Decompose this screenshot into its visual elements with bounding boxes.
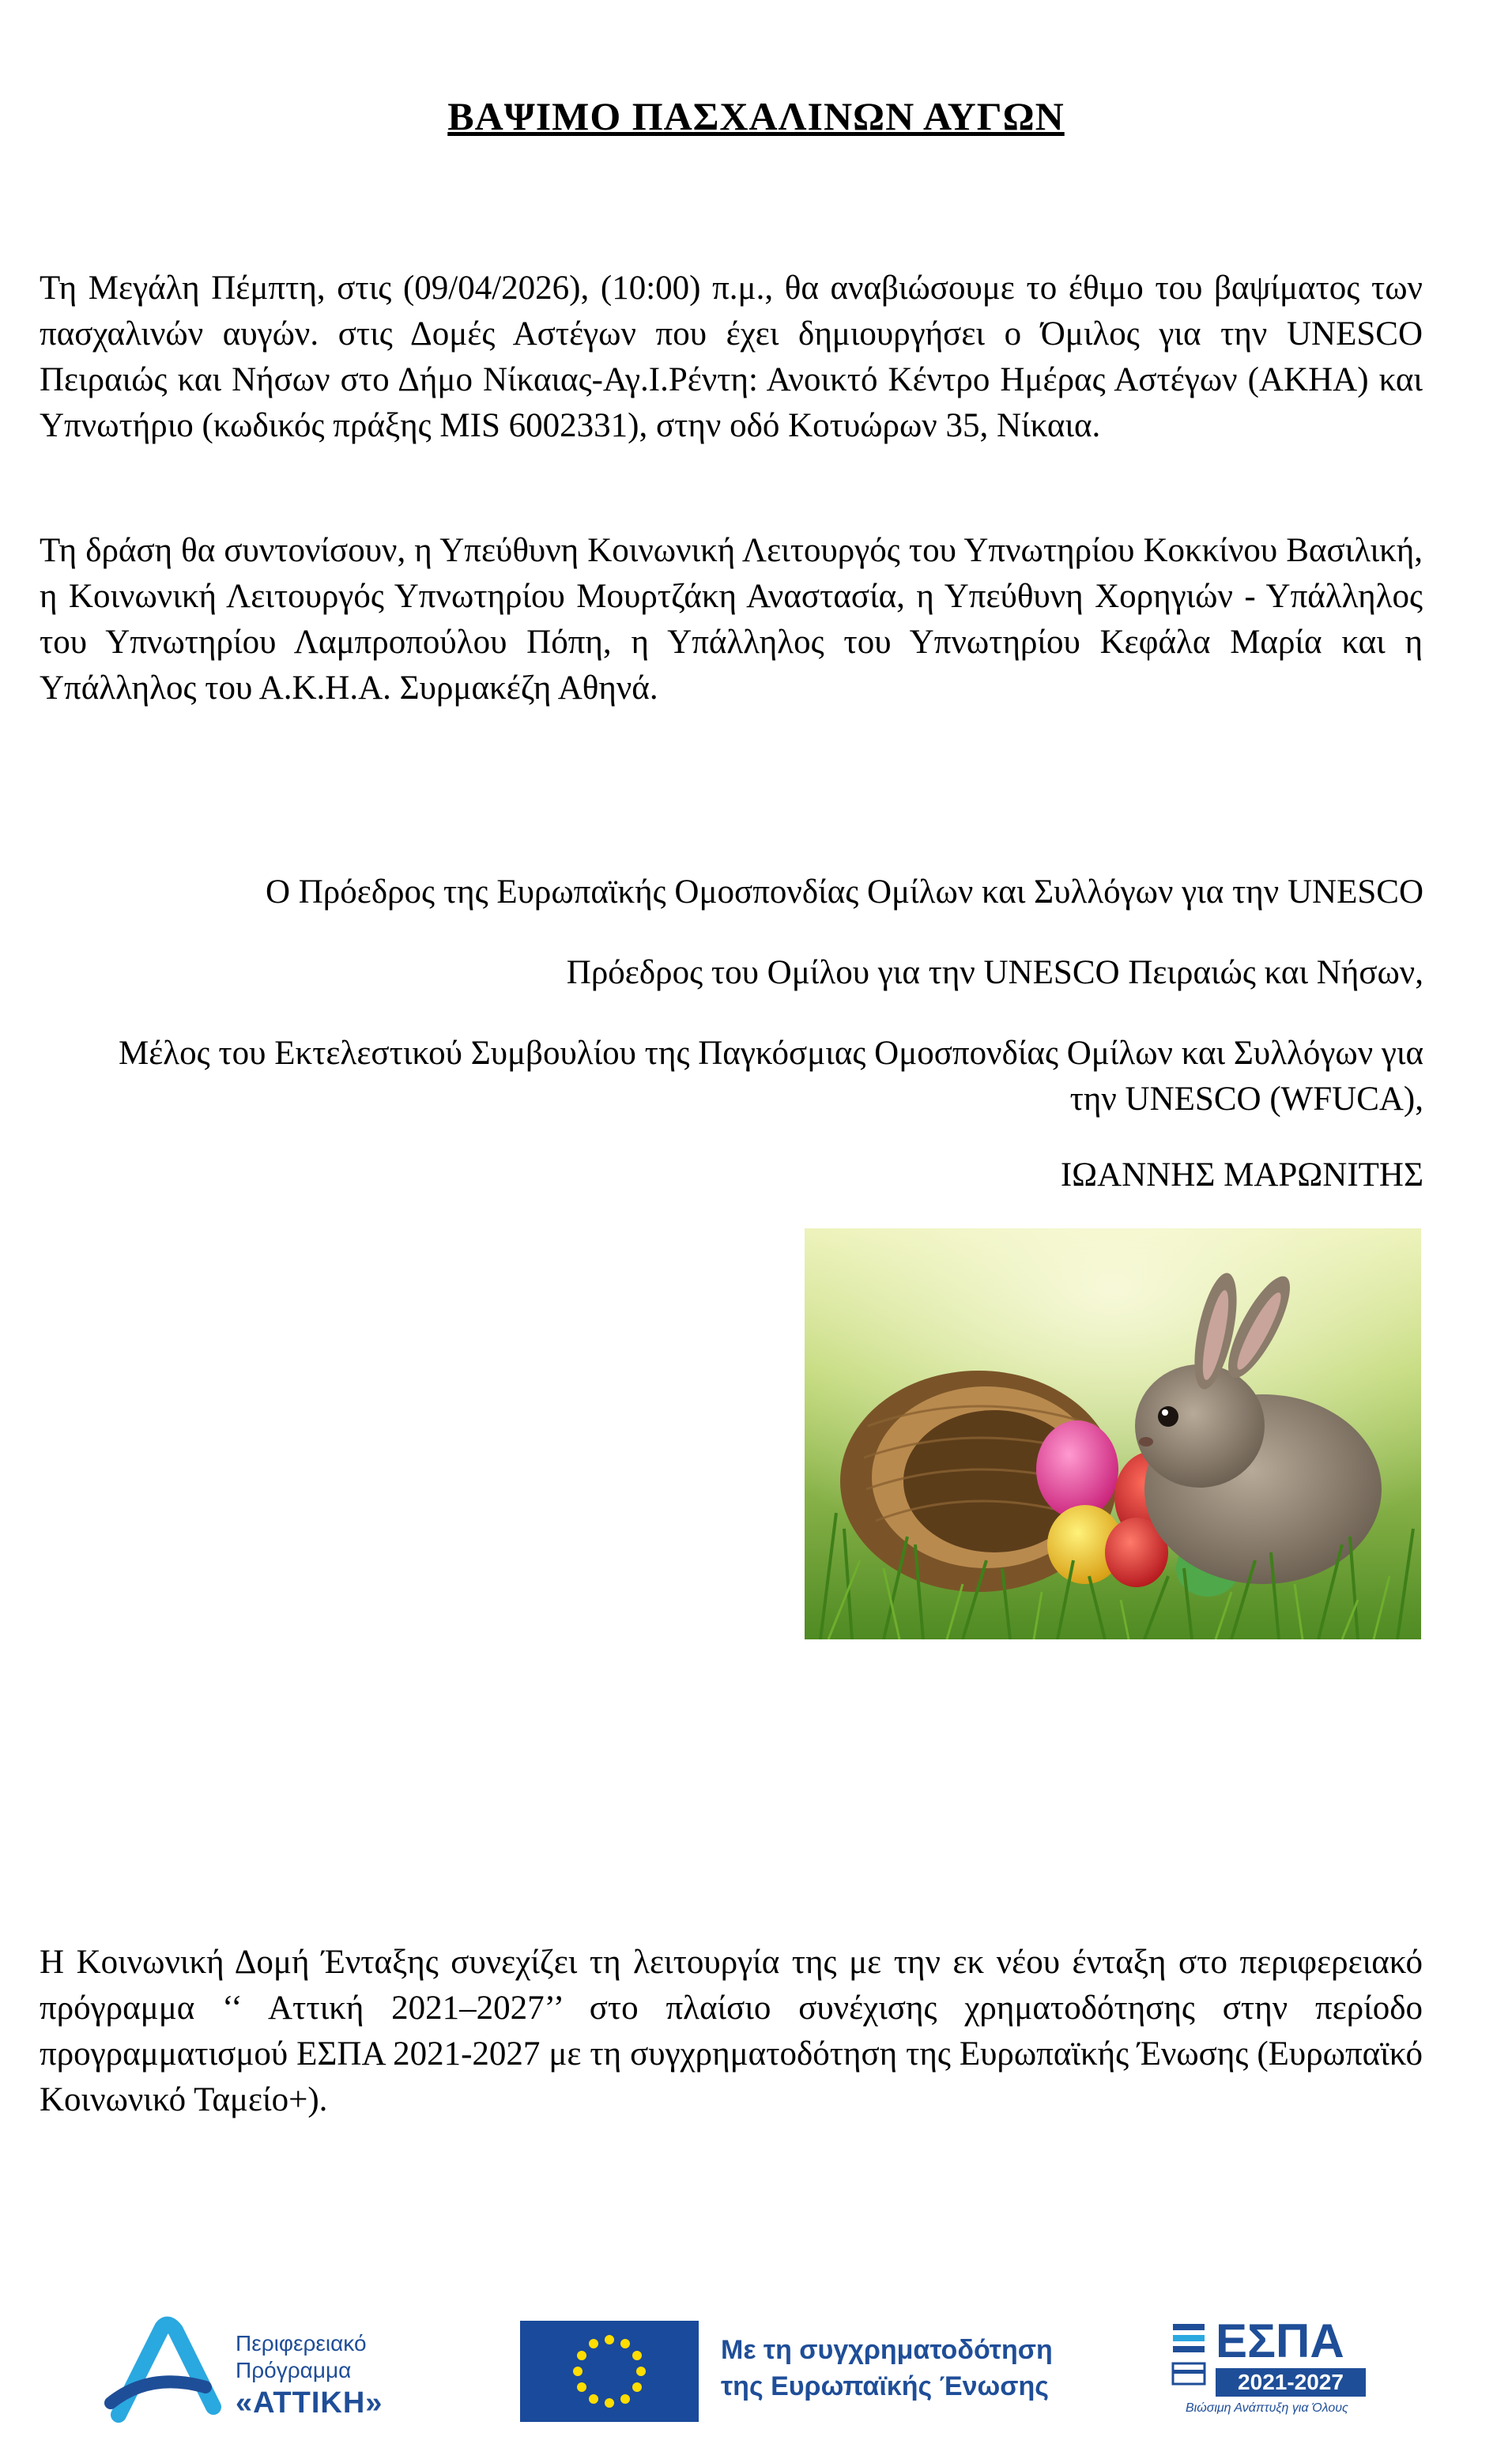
espa-years: 2021-2027 (1216, 2368, 1366, 2397)
espa-slogan: Βιώσιμη Ανάπτυξη για Όλους (1186, 2401, 1348, 2415)
funding-paragraph: Η Κοινωνική Δομή Ένταξης συνεχίζει τη λειτουργία της με την εκ νέου ένταξη στο περιφερειακό πρόγραμμα ‘‘ Αττική 2021–2027’’ στο πλαίσιο συνέχισης χρηματοδότησης στην περίοδο προγραμματισμού ΕΣΠΑ 2021-2027 με τη συγχρηματοδότηση της Ευρωπαϊκής Ένωσης (Ευρωπαϊκό Κοινωνικό Ταμείο+). (40, 1944, 1423, 2118)
footer-logos (0, 2308, 1512, 2435)
attiki-logo (103, 2316, 466, 2427)
attiki-line-2: Πρόγραμμα (236, 2358, 352, 2382)
eu-cofunding-text (721, 2332, 1053, 2405)
espa-logo-icon (1170, 2316, 1209, 2395)
espa-title: ΕΣΠΑ (1216, 2314, 1344, 2367)
document-title: ΒΑΨΙΜΟ ΠΑΣΧΑΛΙΝΩΝ ΑΥΓΩΝ (447, 94, 1065, 138)
signature-line-3: Μέλος του Εκτελεστικού Συμβουλίου της Παγκόσμιας Ομοσπονδίας Ομίλων και Συλλόγων για την UNESCO (WFUCA), (118, 1035, 1423, 1118)
attiki-line-1: Περιφερειακό (236, 2331, 367, 2356)
signature-name: ΙΩΑΝΝΗΣ ΜΑΡΩΝΙΤΗΣ (1060, 1156, 1423, 1194)
easter-bunny-photo (805, 1228, 1421, 1639)
attiki-line-3: «ΑΤΤΙΚΗ» (236, 2386, 383, 2420)
intro-paragraph: Τη Μεγάλη Πέμπτη, στις (09/04/2026), (10:00) π.μ., θα αναβιώσουμε το έθιμο του βαψίματος των πασχαλινών αυγών. στις Δομές Αστέγων που έχει δημιουργήσει ο Όμιλος για την UNESCO Πειραιώς και Νήσων στο Δήμο Νίκαιας-Αγ.Ι.Ρέντη: Ανοικτό Κέντρο Ημέρας Αστέγων (ΑΚΗΑ) και Υπνωτήριο (κωδικός πράξης MIS 6002331), στην οδό Κοτυώρων 35, Νίκαια. (40, 270, 1423, 444)
espa-logo (1170, 2316, 1375, 2427)
eu-line-2: της Ευρωπαϊκής Ένωσης (721, 2371, 1049, 2401)
signature-line-1: Ο Πρόεδρος της Ευρωπαϊκής Ομοσπονδίας Ομίλων και Συλλόγων για την UNESCO (265, 873, 1423, 911)
signature-line-2: Πρόεδρος του Ομίλου για την UNESCO Πειραιώς και Νήσων, (566, 954, 1423, 991)
eu-flag-icon (520, 2321, 699, 2422)
coordinators-paragraph: Τη δράση θα συντονίσουν, η Υπεύθυνη Κοινωνική Λειτουργός του Υπνωτηρίου Κοκκίνου Βασιλική, η Κοινωνική Λειτουργός Υπνωτηρίου Μουρτζάκη Αναστασία, η Υπεύθυνη Χορηγιών - Υπάλληλος του Υπνωτηρίου Λαμπροπούλου Πόπη, η Υπάλληλος του Υπνωτηρίου Κεφάλα Μαρία και η Υπάλληλος του Α.Κ.Η.Α. Συρμακέζη Αθηνά. (40, 532, 1423, 707)
eu-line-1: Με τη συγχρηματοδότηση (721, 2335, 1053, 2365)
attiki-logo-text (236, 2330, 383, 2422)
attiki-logo-icon (103, 2316, 229, 2427)
